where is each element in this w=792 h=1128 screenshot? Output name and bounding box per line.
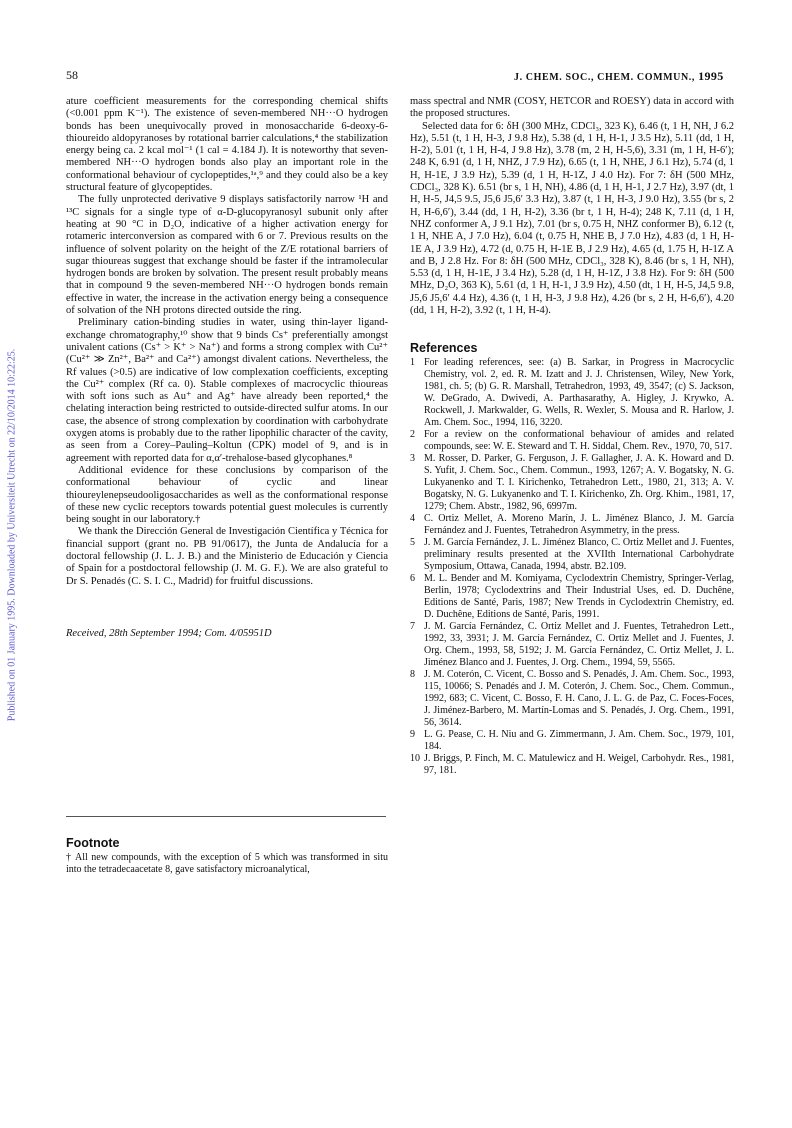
right-column <box>410 96 734 317</box>
received-line: Received, 28th September 1994; Com. 4/05951D <box>66 628 272 639</box>
reference-item <box>410 669 734 729</box>
reference-text: For a review on the conformational behaviour of amides and related compounds, see: W. E. Steward and T. H. Siddal, Chem. Rev., 1970, 70, 517. <box>424 429 734 452</box>
reference-item <box>410 429 734 453</box>
reference-number: 10 <box>410 753 420 764</box>
download-watermark <box>4 190 20 880</box>
reference-number: 9 <box>410 729 415 740</box>
page-number: 58 <box>66 68 78 82</box>
references-heading: References <box>410 341 478 355</box>
reference-text: J. M. García Fernández, J. L. Jiménez Blanco, C. Ortiz Mellet and J. Fuentes, preliminary results presented at the XVIIth International Carbohydrate Symposium, Ottawa, Canada, 1994, abstr. B2.109. <box>424 537 734 572</box>
paragraph: Preliminary cation-binding studies in water, using thin-layer ligand-exchange chromatography,¹⁰ show that 9 binds Cs⁺ preferentially amongst univalent cations (Cs⁺ > K⁺ > Na⁺) and forms a strong complex with Cu²⁺ (Cu²⁺ ≫ Zn²⁺, Ba²⁺ and Ca²⁺) amongst divalent cations. Nevertheless, the Rf values (>0.5) are indicative of low complexation coefficients, excepting the Cu²⁺ complex (Rf ca. 0). Stable complexes of macrocyclic thioureas with soft ions such as Au⁺ and Ag⁺ have already been reported,⁴ the chelating interaction being restricted to outside-directed sulfur atoms. In our case, the absence of strong complexation by coordination with carbohydrate oxygen atoms is probably due to the rather lipophilic character of the cavity, as seen from a Corey–Pauling–Koltun (CPK) model of 9, and is in agreement with reported data for α,α′-trehalose-based glycophanes.⁸ <box>66 317 388 464</box>
reference-item <box>410 573 734 621</box>
paragraph: ature coefficient measurements for the corresponding chemical shifts (<0.001 ppm K⁻¹). The existence of seven-membered NH···O hydrogen bonds has been unequivocally proved in monosaccharide 6-deoxy-6-thioureido aldopyranoses by rotational barrier calculations,⁴ the stabilization energy being ca. 2 kcal mol⁻¹ (1 cal = 4.184 J). It is noteworthy that seven-membered NH···O hydrogen bonds also play an important role in the conformational behaviour of cyclopeptides,¹ᵃ,⁹ and they could also be a key structural feature of glycopeptides. <box>66 96 388 194</box>
download-note: Published on 01 January 1995. Downloaded by Universiteit Utrecht on 22/10/2014 10:22:25. <box>6 348 18 722</box>
paragraph: mass spectral and NMR (COSY, HETCOR and ROESY) data in accord with the proposed structures. <box>410 96 734 120</box>
reference-text: C. Ortiz Mellet, A. Moreno Marín, J. L. Jiménez Blanco, J. M. García Fernández and J. Fuentes, Tetrahedron Asymmetry, in the press. <box>424 513 734 536</box>
left-column <box>66 96 388 588</box>
reference-number: 8 <box>410 669 415 680</box>
reference-text: For leading references, see: (a) B. Sarkar, in Progress in Macrocyclic Chemistry, vol. 2, ed. R. M. Izatt and J. J. Christensen, Wiley, New York, 1981, ch. 5; (b) G. R. Marshall, Tetrahedron, 1993, 49, 3547; (c) S. Jackson, W. DeGrado, A. Dwivedi, A. Parthasarathy, A. Higley, J. Krywko, A. Rockwell, J. Markwalder, G. Wells, R. Wexler, S. Mousa and R. Harlow, J. Am. Chem. Soc., 1994, 116, 3220. <box>424 357 734 428</box>
reference-text: L. G. Pease, C. H. Niu and G. Zimmermann, J. Am. Chem. Soc., 1979, 101, 184. <box>424 729 734 752</box>
reference-item <box>410 357 734 429</box>
footnote-heading: Footnote <box>66 836 120 850</box>
references-list <box>410 357 734 777</box>
selected-data-paragraph: Selected data for 6: δH (300 MHz, CDCl₃, 323 K), 6.46 (t, 1 H, NH, J 6.2 Hz), 5.51 (t, 1 H, H-3, J 9.8 Hz), 5.38 (d, 1 H, H-1, J 3.5 Hz), 5.11 (dd, 1 H, H-2), 5.01 (t, 1 H, H-4, J 9.8 Hz), 3.78 (m, 2 H, H-5,6), 3.31 (m, 1 H, H-6′); 248 K, 6.91 (d, 1 H, NHZ, J 7.9 Hz), 6.65 (t, 1 H, NHE, J 6.1 Hz), 5.74 (d, 1 H, H-1E, J 3.9 Hz), 5.39 (d, 1 H, H-1Z, J 4.0 Hz). For 7: δH (500 MHz, CDCl₃, 328 K). 6.51 (br s, 1 H, NH), 4.86 (d, 1 H, H-1, J 2.7 Hz), 3.97 (dt, 1 H, H-5, J4,5 9.5, J5,6 J5,6′ 3.3 Hz), 3.87 (t, 1 H, H-3, J 9.0 Hz), 3.55 (br s, 2 H, H-6,6′), 3.44 (dd, 1 H, H-2), 3.36 (br t, 1 H, H-4); 248 K, 7.11 (d, 1 H, NHZ conformer A, J 9.1 Hz), 7.01 (br s, 0.75 H, NHZ conformer B), 6.12 (t, 1 H, NHE A, J 7.0 Hz), 6.04 (t, 0.75 H, NHE B, J 7.0 Hz), 4.83 (d, 1 H, H-1E A, J 3.9 Hz), 4.72 (d, 0.75 H, H-1E B, J 2.9 Hz), 4.65 (d, 1.75 H, H-1Z A and B, J 2.8 Hz. For 8: δH (500 MHz, CDCl₃, 328 K), 8.46 (br s, 1 H, NH), 5.53 (d, 1 H, H-1E, J 3.4 Hz), 5.28 (d, 1 H, H-1Z, J 3.8 Hz). For 9: δH (500 MHz, D₂O, 363 K), 5.61 (d, 1 H, H-1, J 3.9 Hz), 4.50 (dt, 1 H, H-5, J4,5 9.8, J5,6 J5,6′ 4.4 Hz), 4.36 (t, 1 H, H-3, J 9.8 Hz), 4.26 (br s, 2 H, H-6,6′), 4.20 (dd, 1 H, H-2), 3.92 (t, 1 H, H-4). <box>410 120 734 317</box>
reference-number: 4 <box>410 513 415 524</box>
paragraph: The fully unprotected derivative 9 displays satisfactorily narrow ¹H and ¹³C signals for a single type of α-D-glucopyranosyl subunit only after heating at 90 °C in D₂O, indicative of a higher activation energy for rotameric interconversion as compared with 6 or 7. Previous results on the influence of solvent polarity on the height of the Z/E rotational barriers of sugar thioureas suggest that exchange should be faster if the intramolecular hydrogen bonds are broken by solvation. The present result probably means that in compound 9 the seven-membered NH···O hydrogen bonds remain effective in water, the increase in the activation energy being a consequence of solvation of the NH protons directed outside the ring. <box>66 194 388 317</box>
reference-number: 1 <box>410 357 415 368</box>
journal-year: 1995 <box>698 69 724 83</box>
reference-item <box>410 453 734 513</box>
reference-text: M. Rosser, D. Parker, G. Ferguson, J. F. Gallagher, J. A. K. Howard and D. S. Yufit, J. Chem. Soc., Chem. Commun., 1993, 1267; A. V. Bogatsky, N. G. Lukyanenko and T. I. Kirichenko, Tetrahedron Lett., 1980, 21, 313; A. V. Bogatsky, N. G. Lukyanenko and T. I. Kirichenko, Zh. Org. Khim., 1981, 17, 1279; Chem. Abstr., 1982, 96, 6997m. <box>424 453 734 512</box>
reference-item <box>410 537 734 573</box>
footnote-divider <box>66 816 386 817</box>
reference-number: 3 <box>410 453 415 464</box>
reference-number: 5 <box>410 537 415 548</box>
reference-text: J. M. Coterón, C. Vicent, C. Bosso and S. Penadés, J. Am. Chem. Soc., 1993, 115, 10066; S. Penadés and J. M. Coterón, J. Chem. Soc., Chem. Commun., 1992, 683; C. Vicent, C. Bosso, F. H. Cano, J. L. G. de Paz, C. Foces-Foces, J. Jiménez-Barbero, M. Martín-Lomas and S. Penadés, J. Org. Chem., 1991, 56, 3614. <box>424 669 734 728</box>
reference-number: 2 <box>410 429 415 440</box>
journal-running-head <box>514 69 724 84</box>
reference-text: J. Briggs, P. Finch, M. C. Matulewicz and H. Weigel, Carbohydr. Res., 1981, 97, 181. <box>424 753 734 776</box>
footnote-text: † All new compounds, with the exception of 5 which was transformed in situ into the tetradecaacetate 8, gave satisfactory microanalytical, <box>66 852 388 875</box>
reference-number: 6 <box>410 573 415 584</box>
reference-item <box>410 753 734 777</box>
reference-text: M. L. Bender and M. Komiyama, Cyclodextrin Chemistry, Springer-Verlag, Berlin, 1978; Cyclodextrins and Their Industrial Uses, ed. D. Duchêne, Editions de Santé, Paris, 1987; New Trends in Cyclodextrin Chemistry, ed. D. Duchêne, Editions de Santé, Paris, 1991. <box>424 573 734 620</box>
reference-item <box>410 621 734 669</box>
reference-item <box>410 729 734 753</box>
reference-item <box>410 513 734 537</box>
acknowledgements: We thank the Dirección General de Investigación Científica y Técnica for financial support (grant no. PB 91/0617), the Junta de Andalucía for a doctoral fellowship (J. L. J. B.) and the Ministerio de Educación y Ciencia of Spain for a postdoctoral fellowship (J. M. G. F.). We are also grateful to Dr S. Penadés (C. S. I. C., Madrid) for fruitful discussions. <box>66 526 388 587</box>
reference-text: J. M. García Fernández, C. Ortiz Mellet and J. Fuentes, Tetrahedron Lett., 1992, 33, 3931; J. M. García Fernández, C. Ortiz Mellet and J. Fuentes, J. Org. Chem., 1993, 58, 5192; J. M. García Fernández, C. Ortiz Mellet, J. L. Jiménez Blanco and J. Fuentes, J. Org. Chem., 1994, 59, 5565. <box>424 621 734 668</box>
paragraph: Additional evidence for these conclusions by comparison of the conformational behaviour of cyclic and linear thioureylenepseudooligosaccharides as well as the conformational response of these new cyclic receptors towards potential guest molecules is currently being sought in our laboratory.† <box>66 464 388 526</box>
reference-number: 7 <box>410 621 415 632</box>
journal-name: J. CHEM. SOC., CHEM. COMMUN., <box>514 72 699 83</box>
